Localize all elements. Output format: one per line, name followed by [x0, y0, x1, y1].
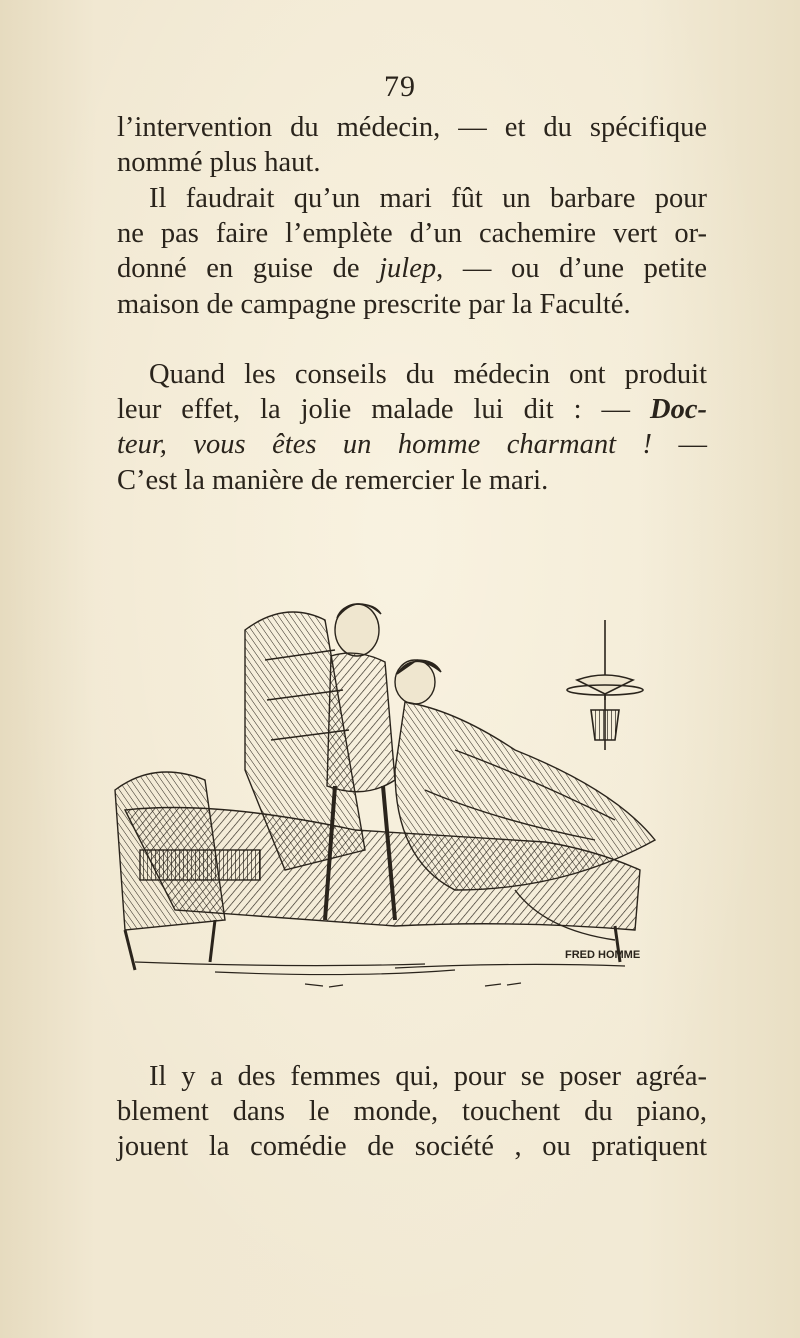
- text-line: l’intervention du médecin, — et du spécifique: [117, 112, 707, 143]
- text-line: nommé plus haut.: [117, 147, 321, 179]
- paragraph-continuation: [117, 110, 707, 180]
- engraving-illustration: [95, 590, 705, 1010]
- text-line: Quand les conseils du médecin ont produit: [149, 359, 707, 390]
- italic-quote: teur, vous êtes un homme charmant !: [117, 429, 652, 461]
- page-number: 79: [384, 70, 416, 103]
- text-line: [117, 392, 707, 427]
- text-run: , — ou d’une petite: [436, 253, 707, 285]
- text-line: Il faudrait qu’un mari fût un barbare pour: [149, 183, 707, 214]
- text-run: donné en guise de: [117, 253, 380, 285]
- text-line: Il y a des femmes qui, pour se poser agréa-: [149, 1061, 707, 1092]
- text-line: jouent la comédie de société , ou pratiquent: [117, 1131, 707, 1163]
- paragraph-femmes: [117, 1059, 707, 1165]
- text-line: ne pas faire l’emplète d’un cachemire vert or-: [117, 218, 707, 250]
- side-table-with-glass: [567, 620, 643, 750]
- paragraph-mari-barbare: [117, 181, 707, 322]
- italic-word-julep: julep: [379, 253, 437, 285]
- paragraph-conseils: [117, 357, 707, 498]
- engraver-signature: FRED HOMME: [565, 949, 641, 961]
- text-line: [117, 427, 707, 462]
- text-line: [117, 251, 707, 286]
- text-line: blement dans le monde, touchent du piano,: [117, 1096, 707, 1128]
- text-run: leur effet, la jolie malade lui dit : —: [117, 394, 651, 426]
- engraving-svg: [95, 590, 705, 1010]
- floor-lines: [135, 962, 625, 987]
- text-line: maison de campagne prescrite par la Faculté.: [117, 288, 631, 320]
- italic-quote-start: Doc-: [650, 394, 707, 426]
- text-line: C’est la manière de remercier le mari.: [117, 464, 549, 496]
- text-run: —: [651, 429, 707, 461]
